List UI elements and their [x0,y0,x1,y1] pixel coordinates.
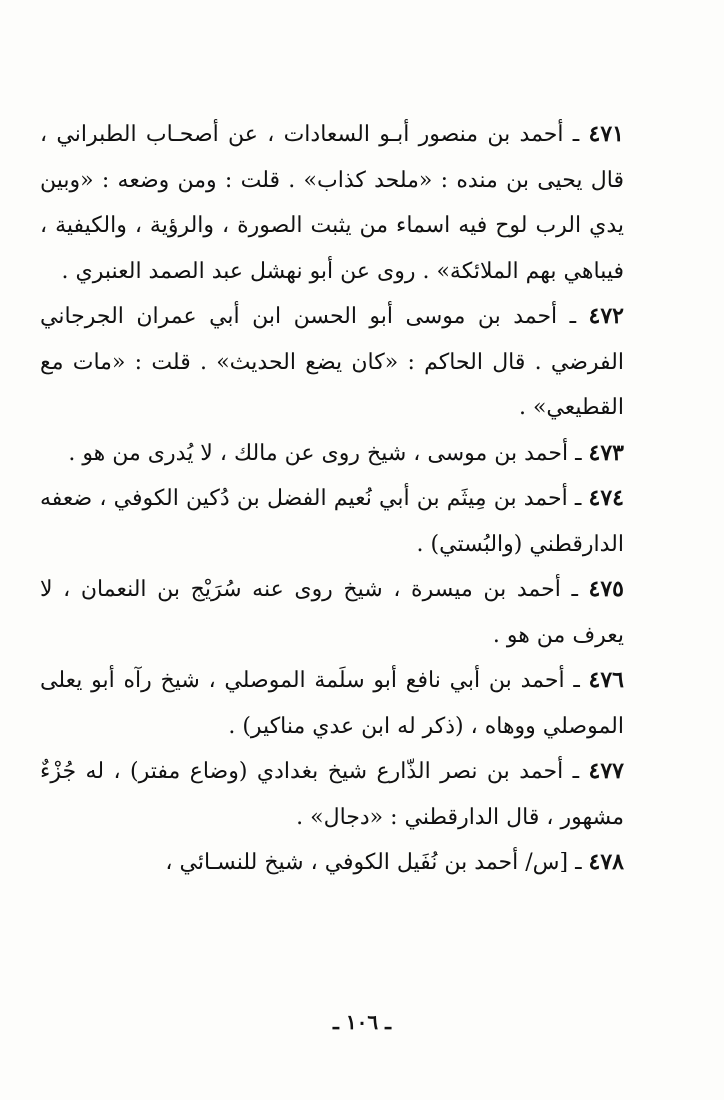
entry-number: ٤٧٣ [588,439,624,466]
body-text [40,112,624,886]
entry-number: ٤٧٢ [588,303,624,329]
entry-text: ـ أحمد بن أبي نافع أبو سلَمة الموصلي ، شيخ رآه أبو يعلى الموصلي ووهاه ، (ذكر له ابن عدي مناكير) . [40,668,624,739]
entry-476 [40,658,624,749]
entry-472 [40,294,624,431]
entry-471 [40,112,624,294]
entry-text: ـ [س/ أحمد بن نُفَيل الكوفي ، شيخ للنسـائي ، [165,850,589,875]
entry-number: ٤٧٤ [588,485,624,511]
entry-text: ـ أحمد بن موسى ، شيخ روى عن مالك ، لا يُدرى من هو . [68,440,589,466]
entry-text: ـ أحمد بن مِيثَم بن أبي نُعيم الفضل بن دُكين الكوفي ، ضعفه الدارقطني (والبُستي) . [40,486,624,557]
entry-473 [40,431,624,477]
entry-477 [40,749,624,840]
entry-474 [40,476,624,567]
entry-478 [40,840,624,886]
entry-number: ٤٧٧ [588,758,624,784]
entry-475 [40,567,624,658]
entry-text: ـ أحمد بن منصور أبـو السعادات ، عن أصحـاب الطبراني ، قال يحيى بن منده : «ملحد كذاب» . قلت : ومن وضعه : «وبين يدي الرب لوح فيه اسماء من يثبت الصورة ، والرؤية ، والكيفية ، فيباهي بهم الملائكة» . روى عن أبو نهشل عبد الصمد العنبري . [40,122,624,284]
entry-text: ـ أحمد بن موسى أبو الحسن ابن أبي عمران الجرجاني الفرضي . قال الحاكم : «كان يضع الحديث» . قلت : «مات مع القطيعي» . [40,304,624,420]
page-number: ـ ١٠٦ ـ [333,1010,391,1034]
entry-number: ٤٧٦ [588,667,624,693]
entry-text: ـ أحمد بن ميسرة ، شيخ روى عنه سُرَيْج بن النعمان ، لا يعرف من هو . [40,577,624,648]
entry-number: ٤٧٥ [588,576,624,602]
entry-number: ٤٧١ [588,121,624,147]
entry-text: ـ أحمد بن نصر الذّارع شيخ بغدادي (وضاع مفتر) ، له جُزْءٌ مشهور ، قال الدارقطني : «دجال» . [40,759,624,830]
entry-number: ٤٧٨ [588,849,624,875]
